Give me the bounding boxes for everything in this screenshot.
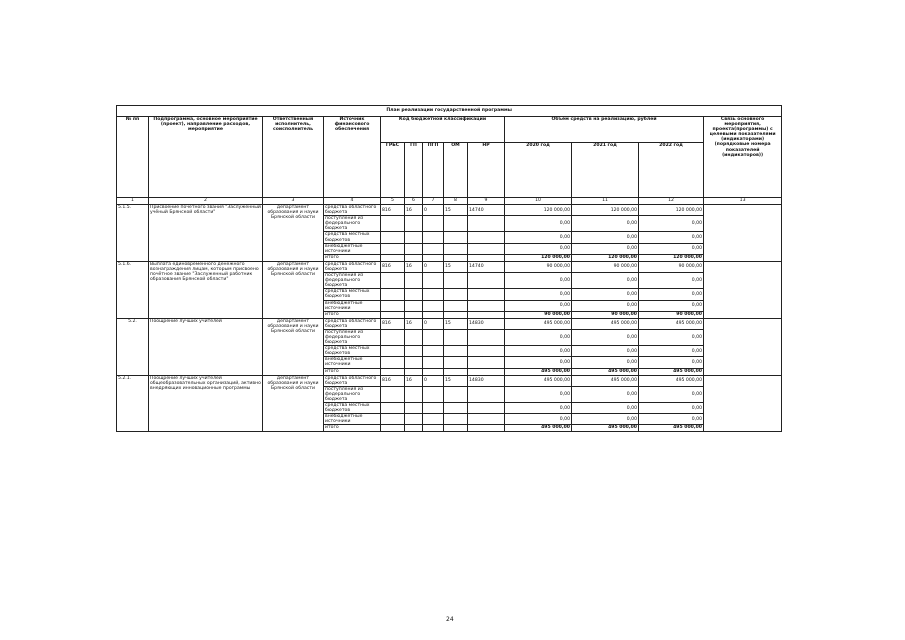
code-grbs: 816 — [381, 261, 405, 272]
code-gp: 16 — [405, 205, 423, 216]
amount-2020: 0,00 — [505, 232, 572, 243]
section-5-2-1 — [117, 375, 782, 432]
amount-2020: 0,00 — [505, 300, 572, 311]
amount-2022: 0,00 — [639, 232, 704, 243]
header-source: Источник финансового обеспечения — [324, 117, 381, 198]
source-regional: средства областного бюджета — [324, 318, 381, 329]
header-grbs: ГРБС — [381, 143, 405, 198]
source-federal: поступления из федерального бюджета — [324, 273, 381, 289]
header-2020: 2020 год — [505, 143, 572, 198]
column-number: 8 — [444, 198, 468, 205]
amount-2022: 90 000,00 — [639, 261, 704, 272]
section-num: 5.1.5. — [117, 205, 149, 262]
total-2022: 495 000,00 — [639, 425, 704, 432]
amount-2022: 0,00 — [639, 216, 704, 232]
total-2021: 120 000,00 — [572, 254, 639, 261]
program-plan-table — [116, 105, 782, 432]
header-pgp: ПГП — [423, 143, 444, 198]
amount-2021: 90 000,00 — [572, 261, 639, 272]
source-offbudget: внебюджетные источники — [324, 243, 381, 254]
section-name: Поощрение лучших учителей общеобразовательных организаций, активно внедряющих инновационные программы — [149, 375, 263, 432]
amount-2022: 0,00 — [639, 289, 704, 300]
source-federal: поступления из федерального бюджета — [324, 216, 381, 232]
amount-2020: 0,00 — [505, 357, 572, 368]
amount-2022: 0,00 — [639, 403, 704, 414]
amount-2020: 0,00 — [505, 243, 572, 254]
indicator-link — [704, 205, 782, 262]
amount-2020: 0,00 — [505, 216, 572, 232]
source-offbudget: внебюджетные источники — [324, 414, 381, 425]
amount-2021: 0,00 — [572, 329, 639, 345]
amount-2021: 495 000,00 — [572, 375, 639, 386]
amount-2021: 0,00 — [572, 357, 639, 368]
total-2020: 90 000,00 — [505, 311, 572, 318]
amount-2022: 0,00 — [639, 357, 704, 368]
total-2020: 495 000,00 — [505, 425, 572, 432]
indicator-link — [704, 261, 782, 318]
code-om: 15 — [444, 205, 468, 216]
amount-2020: 495 000,00 — [505, 318, 572, 329]
source-total: итого — [324, 311, 381, 318]
source-regional: средства областного бюджета — [324, 375, 381, 386]
amount-2020: 495 000,00 — [505, 375, 572, 386]
amount-2022: 495 000,00 — [639, 375, 704, 386]
table-wrapper — [116, 105, 781, 432]
section-name: Присвоение почётного звания "Заслуженный учёный Брянской области" — [149, 205, 263, 262]
column-number: 5 — [381, 198, 405, 205]
source-regional: средства областного бюджета — [324, 205, 381, 216]
amount-2022: 0,00 — [639, 329, 704, 345]
amount-2021: 0,00 — [572, 403, 639, 414]
table-title: План реализации государственной программы — [117, 106, 782, 117]
amount-2022: 0,00 — [639, 243, 704, 254]
amount-2021: 0,00 — [572, 386, 639, 402]
code-nr: 14830 — [468, 375, 505, 386]
amount-2021: 0,00 — [572, 414, 639, 425]
code-om: 15 — [444, 375, 468, 386]
code-pgp: 0 — [423, 318, 444, 329]
section-executor: департамент образования и науки Брянской области — [263, 318, 324, 375]
column-number: 13 — [704, 198, 782, 205]
header-om: ОМ — [444, 143, 468, 198]
section-num: 5.2. — [117, 318, 149, 375]
code-gp: 16 — [405, 318, 423, 329]
column-number: 9 — [468, 198, 505, 205]
column-number: 7 — [423, 198, 444, 205]
amount-2022: 0,00 — [639, 346, 704, 357]
code-nr: 14740 — [468, 205, 505, 216]
source-total: итого — [324, 254, 381, 261]
section-num: 5.1.6. — [117, 261, 149, 318]
column-number: 3 — [263, 198, 324, 205]
amount-2020: 90 000,00 — [505, 261, 572, 272]
header-executor: Ответственный исполнитель, соисполнитель — [263, 117, 324, 198]
source-offbudget: внебюджетные источники — [324, 300, 381, 311]
code-nr: 14740 — [468, 261, 505, 272]
amount-2021: 0,00 — [572, 273, 639, 289]
code-nr: 14830 — [468, 318, 505, 329]
code-gp: 16 — [405, 261, 423, 272]
code-pgp: 0 — [423, 205, 444, 216]
section-5-1-5 — [117, 205, 782, 262]
section-executor: департамент образования и науки Брянской области — [263, 375, 324, 432]
header-num: № пп — [117, 117, 149, 198]
amount-2020: 0,00 — [505, 329, 572, 345]
code-grbs: 816 — [381, 205, 405, 216]
total-2020: 120 000,00 — [505, 254, 572, 261]
indicator-link — [704, 375, 782, 432]
amount-2021: 0,00 — [572, 300, 639, 311]
amount-2020: 0,00 — [505, 386, 572, 402]
total-2022: 90 000,00 — [639, 311, 704, 318]
code-pgp: 0 — [423, 261, 444, 272]
column-number: 11 — [572, 198, 639, 205]
source-regional: средства областного бюджета — [324, 261, 381, 272]
section-5-1-6 — [117, 261, 782, 318]
amount-2021: 0,00 — [572, 346, 639, 357]
indicator-link — [704, 318, 782, 375]
section-executor: департамент образования и науки Брянской области — [263, 261, 324, 318]
source-local: средства местных бюджетов — [324, 232, 381, 243]
section-5-2 — [117, 318, 782, 375]
code-gp: 16 — [405, 375, 423, 386]
amount-2020: 0,00 — [505, 289, 572, 300]
header-nr: НР — [468, 143, 505, 198]
source-local: средства местных бюджетов — [324, 289, 381, 300]
total-2021: 90 000,00 — [572, 311, 639, 318]
total-2021: 495 000,00 — [572, 368, 639, 375]
source-total: итого — [324, 368, 381, 375]
header-budget-code: Код бюджетной классификации — [381, 117, 505, 143]
total-2022: 120 000,00 — [639, 254, 704, 261]
column-number: 2 — [149, 198, 263, 205]
header-gp: ГП — [405, 143, 423, 198]
source-total: итого — [324, 425, 381, 432]
code-grbs: 816 — [381, 375, 405, 386]
section-name: Выплата единовременного денежного вознаграждения лицам, которым присвоено почётное звание "Заслуженный работник образования Брянской области" — [149, 261, 263, 318]
amount-2020: 0,00 — [505, 346, 572, 357]
amount-2021: 0,00 — [572, 216, 639, 232]
section-name: Поощрение лучших учителей — [149, 318, 263, 375]
source-federal: поступления из федерального бюджета — [324, 386, 381, 402]
amount-2021: 0,00 — [572, 243, 639, 254]
amount-2022: 0,00 — [639, 414, 704, 425]
source-federal: поступления из федерального бюджета — [324, 329, 381, 345]
source-local: средства местных бюджетов — [324, 346, 381, 357]
code-grbs: 816 — [381, 318, 405, 329]
header-2021: 2021 год — [572, 143, 639, 198]
amount-2021: 0,00 — [572, 232, 639, 243]
amount-2021: 495 000,00 — [572, 318, 639, 329]
page-number: 24 — [446, 616, 454, 623]
amount-2020: 0,00 — [505, 414, 572, 425]
total-2022: 495 000,00 — [639, 368, 704, 375]
header-link: Связь основного мероприятия, проекта(программы) с целевыми показателями (индикаторами) (порядковые номера показателей (индикаторов)) — [704, 117, 782, 198]
header-amounts: Объём средств на реализацию, рублей — [505, 117, 704, 143]
column-number: 1 — [117, 198, 149, 205]
source-offbudget: внебюджетные источники — [324, 357, 381, 368]
header-2022: 2022 год — [639, 143, 704, 198]
amount-2022: 495 000,00 — [639, 318, 704, 329]
code-om: 15 — [444, 318, 468, 329]
source-local: средства местных бюджетов — [324, 403, 381, 414]
column-number: 6 — [405, 198, 423, 205]
code-pgp: 0 — [423, 375, 444, 386]
amount-2021: 0,00 — [572, 289, 639, 300]
column-number: 10 — [505, 198, 572, 205]
amount-2022: 0,00 — [639, 300, 704, 311]
code-om: 15 — [444, 261, 468, 272]
amount-2022: 0,00 — [639, 386, 704, 402]
amount-2020: 120 000,00 — [505, 205, 572, 216]
section-num: 5.2.1. — [117, 375, 149, 432]
column-number: 4 — [324, 198, 381, 205]
amount-2020: 0,00 — [505, 403, 572, 414]
amount-2022: 120 000,00 — [639, 205, 704, 216]
header-name: Подпрограмма, основное мероприятие (проект), направление расходов, мероприятие — [149, 117, 263, 198]
amount-2020: 0,00 — [505, 273, 572, 289]
column-number-row — [117, 198, 782, 205]
total-2021: 495 000,00 — [572, 425, 639, 432]
column-number: 12 — [639, 198, 704, 205]
amount-2021: 120 000,00 — [572, 205, 639, 216]
section-executor: департамент образования и науки Брянской области — [263, 205, 324, 262]
amount-2022: 0,00 — [639, 273, 704, 289]
total-2020: 495 000,00 — [505, 368, 572, 375]
